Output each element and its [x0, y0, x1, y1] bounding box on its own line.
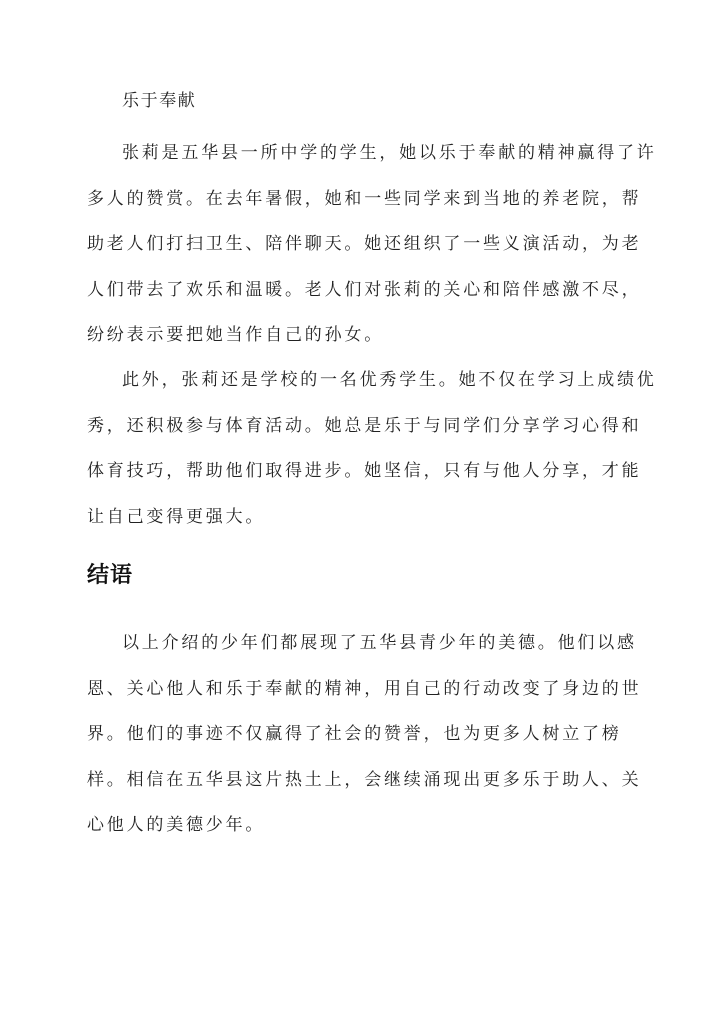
body-paragraph: 张莉是五华县一所中学的学生，她以乐于奉献的精神赢得了许多人的赞赏。在去年暑假，她和一些同学来到当地的养老院，帮助老人们打扫卫生、陪伴聊天。她还组织了一些义演活动，为老人们带去了欢乐和温暖。老人们对张莉的关心和陪伴感激不尽，纷纷表示要把她当作自己的孙女。: [87, 143, 657, 345]
body-paragraph: 此外，张莉还是学校的一名优秀学生。她不仅在学习上成绩优秀，还积极参与体育活动。她总是乐于与同学们分享学习心得和体育技巧，帮助他们取得进步。她坚信，只有与他人分享，才能让自己变得更强大。: [87, 370, 657, 527]
conclusion-paragraph: 以上介绍的少年们都展现了五华县青少年的美德。他们以感恩、关心他人和乐于奉献的精神，用自己的行动改变了身边的世界。他们的事迹不仅赢得了社会的赞誉，也为更多人树立了榜样。相信在五华县这片热土上，会继续涌现出更多乐于助人、关心他人的美德少年。: [87, 633, 642, 835]
conclusion-heading: 结语: [87, 563, 134, 588]
section-title: 乐于奉献: [122, 91, 197, 111]
